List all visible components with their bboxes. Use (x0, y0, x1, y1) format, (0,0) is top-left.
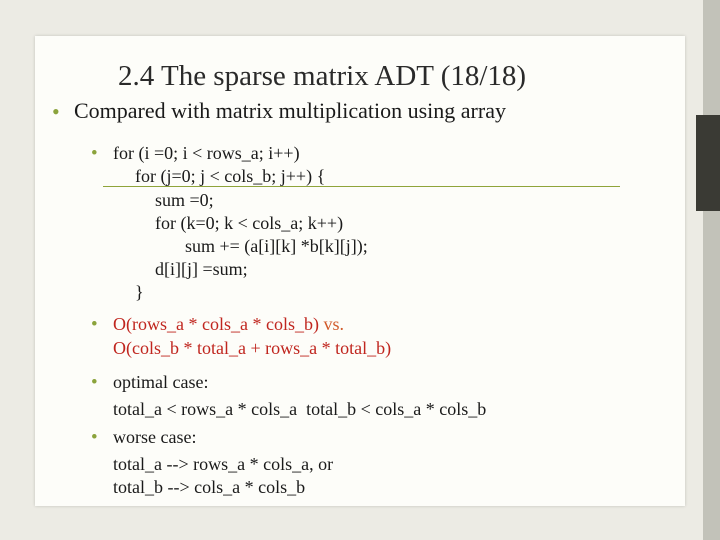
right-edge-tab (696, 115, 720, 211)
bullet-icon: • (91, 143, 98, 164)
heading-bullet-text: Compared with matrix multiplication using array (74, 98, 506, 123)
bullet-icon: • (91, 314, 98, 335)
complexity-line-1 (113, 314, 344, 335)
right-edge-bar (703, 0, 720, 540)
bullet-icon: • (91, 427, 98, 448)
bullet-icon: • (52, 99, 60, 124)
code-line: sum += (a[i][k] *b[k][j]); (185, 236, 368, 256)
code-line: for (i =0; i < rows_a; i++) (113, 143, 300, 163)
code-line: } (135, 282, 144, 302)
worse-label: worse case: (113, 427, 197, 447)
complexity-array: O(rows_a * cols_a * cols_b) (113, 314, 319, 334)
worse-detail: total_a --> rows_a * cols_a, or (113, 454, 334, 474)
code-line: for (k=0; k < cols_a; k++) (155, 213, 344, 233)
bullet-icon: • (91, 372, 98, 393)
complexity-vs: vs. (323, 314, 344, 334)
code-line: for (j=0; j < cols_b; j++) { (135, 166, 326, 186)
code-line: d[i][j] =sum; (155, 259, 248, 279)
divider-line (103, 186, 620, 187)
worse-detail: total_b --> cols_a * cols_b (113, 477, 306, 497)
optimal-label: optimal case: (113, 372, 209, 392)
optimal-detail: total_a < rows_a * cols_a total_b < cols_a * cols_b (113, 399, 487, 419)
complexity-sparse: O(cols_b * total_a + rows_a * total_b) (113, 338, 392, 358)
code-line: sum =0; (155, 190, 214, 210)
slide-title: 2.4 The sparse matrix ADT (18/18) (118, 60, 527, 92)
